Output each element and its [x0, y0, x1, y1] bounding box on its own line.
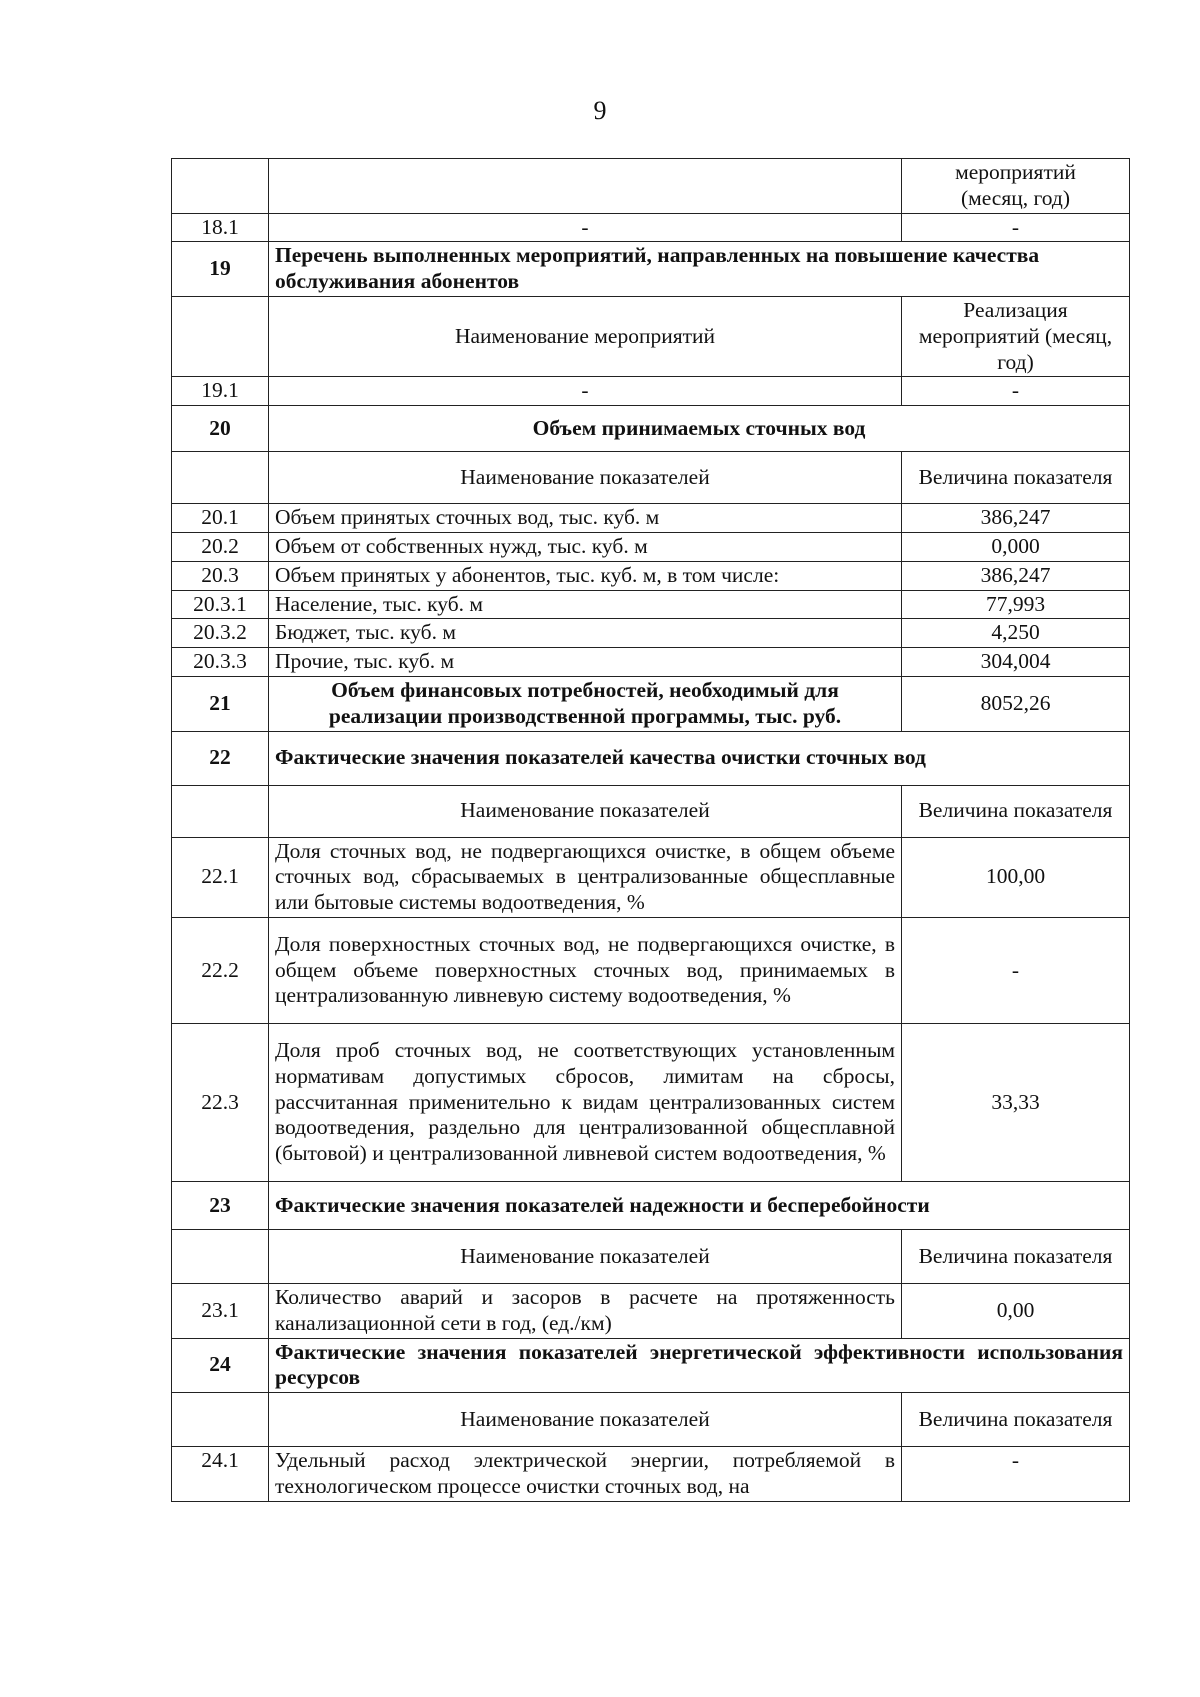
section-row	[172, 242, 1130, 297]
row-name: Объем от собственных нужд, тыс. куб. м	[269, 532, 902, 561]
row-number	[172, 785, 269, 837]
table-row	[172, 590, 1130, 619]
row-value: 100,00	[902, 837, 1130, 917]
row-number: 23.1	[172, 1283, 269, 1338]
row-value: -	[902, 917, 1130, 1023]
row-number: 20.3.2	[172, 619, 269, 648]
section-title: Объем принимаемых сточных вод	[269, 406, 1130, 452]
name-header: Наименование показателей	[269, 452, 902, 504]
table-row	[172, 504, 1130, 533]
row-value: 33,33	[902, 1023, 1130, 1181]
row-name	[269, 159, 902, 214]
row-number: 22.1	[172, 837, 269, 917]
section-row	[172, 676, 1130, 731]
row-name: Доля проб сточных вод, не соответствующих установленным нормативам допустимых сбросов, лимитам на сбросы, рассчитанная применительно к видам централизованных систем водоотведения, раздельно для централизованной общесплавной (бытовой) и централизованной ливневой систем водоотведения, %	[269, 1023, 902, 1181]
table-row	[172, 1283, 1130, 1338]
value-header: Величина показателя	[902, 785, 1130, 837]
row-name: -	[269, 377, 902, 406]
section-number: 23	[172, 1181, 269, 1229]
header-row	[172, 1393, 1130, 1447]
name-header: Наименование показателей	[269, 1393, 902, 1447]
row-number: 20.3	[172, 561, 269, 590]
header-row	[172, 452, 1130, 504]
section-title: Перечень выполненных мероприятий, направленных на повышение качества обслуживания абонентов	[269, 242, 1130, 297]
value-header: Величина показателя	[902, 1393, 1130, 1447]
table-row	[172, 1447, 1130, 1502]
row-number: 20.2	[172, 532, 269, 561]
section-number: 21	[172, 676, 269, 731]
row-number: 20.3.3	[172, 648, 269, 677]
table-row	[172, 1023, 1130, 1181]
section-number: 20	[172, 406, 269, 452]
row-number	[172, 159, 269, 214]
row-name: Прочие, тыс. куб. м	[269, 648, 902, 677]
row-name: Население, тыс. куб. м	[269, 590, 902, 619]
row-value: 386,247	[902, 504, 1130, 533]
row-number: 19.1	[172, 377, 269, 406]
header-row	[172, 296, 1130, 376]
row-name: Бюджет, тыс. куб. м	[269, 619, 902, 648]
row-value: -	[902, 1447, 1130, 1502]
row-name: Доля сточных вод, не подвергающихся очистке, в общем объеме сточных вод, сбрасываемых в централизованные общесплавные или бытовые системы водоотведения, %	[269, 837, 902, 917]
row-number: 20.1	[172, 504, 269, 533]
row-number	[172, 296, 269, 376]
row-number: 22.3	[172, 1023, 269, 1181]
row-name: Удельный расход электрической энергии, потребляемой в технологическом процессе очистки сточных вод, на	[269, 1447, 902, 1502]
value-header: Реализация мероприятий (месяц, год)	[902, 296, 1130, 376]
table-row	[172, 561, 1130, 590]
row-name: Доля поверхностных сточных вод, не подвергающихся очистке, в общем объеме поверхностных сточных вод, принимаемых в централизованную ливневую систему водоотведения, %	[269, 917, 902, 1023]
indicators-table	[171, 158, 1130, 1502]
table-row	[172, 917, 1130, 1023]
row-number: 20.3.1	[172, 590, 269, 619]
table-row	[172, 837, 1130, 917]
name-header: Наименование показателей	[269, 1229, 902, 1283]
page-number: 9	[593, 96, 607, 125]
header-row	[172, 1229, 1130, 1283]
row-name: -	[269, 213, 902, 242]
header-row	[172, 785, 1130, 837]
table-row	[172, 619, 1130, 648]
row-value: 8052,26	[902, 676, 1130, 731]
value-header: Величина показателя	[902, 1229, 1130, 1283]
section-row	[172, 1181, 1130, 1229]
table-row	[172, 648, 1130, 677]
name-header: Наименование мероприятий	[269, 296, 902, 376]
row-name: Объем принятых у абонентов, тыс. куб. м, в том числе:	[269, 561, 902, 590]
row-number	[172, 452, 269, 504]
row-number	[172, 1229, 269, 1283]
row-value: -	[902, 213, 1130, 242]
section-number: 19	[172, 242, 269, 297]
row-value: 4,250	[902, 619, 1130, 648]
table-row	[172, 213, 1130, 242]
value-header: Величина показателя	[902, 452, 1130, 504]
row-value: 0,00	[902, 1283, 1130, 1338]
section-row	[172, 406, 1130, 452]
row-name: Объем принятых сточных вод, тыс. куб. м	[269, 504, 902, 533]
value-header-continued	[902, 159, 1130, 214]
row-name: Количество аварий и засоров в расчете на протяженность канализационной сети в год, (ед./км)	[269, 1283, 902, 1338]
name-header: Наименование показателей	[269, 785, 902, 837]
row-value: 77,993	[902, 590, 1130, 619]
section-row	[172, 1338, 1130, 1393]
section-row	[172, 731, 1130, 785]
value-header-text: мероприятий (месяц, год)	[955, 160, 1076, 210]
row-number: 24.1	[172, 1447, 269, 1502]
row-value: -	[902, 377, 1130, 406]
section-number: 24	[172, 1338, 269, 1393]
row-number: 18.1	[172, 213, 269, 242]
table-row	[172, 159, 1130, 214]
row-number: 22.2	[172, 917, 269, 1023]
table-row	[172, 532, 1130, 561]
table-row	[172, 377, 1130, 406]
section-title: Фактические значения показателей энергетической эффективности использования ресурсов	[269, 1338, 1130, 1393]
section-number: 22	[172, 731, 269, 785]
row-value: 304,004	[902, 648, 1130, 677]
row-number	[172, 1393, 269, 1447]
row-value: 386,247	[902, 561, 1130, 590]
section-title: Фактические значения показателей качества очистки сточных вод	[269, 731, 1130, 785]
section-title: Объем финансовых потребностей, необходимый для реализации производственной программы, тыс. руб.	[269, 676, 902, 731]
section-title: Фактические значения показателей надежности и бесперебойности	[269, 1181, 1130, 1229]
row-value: 0,000	[902, 532, 1130, 561]
